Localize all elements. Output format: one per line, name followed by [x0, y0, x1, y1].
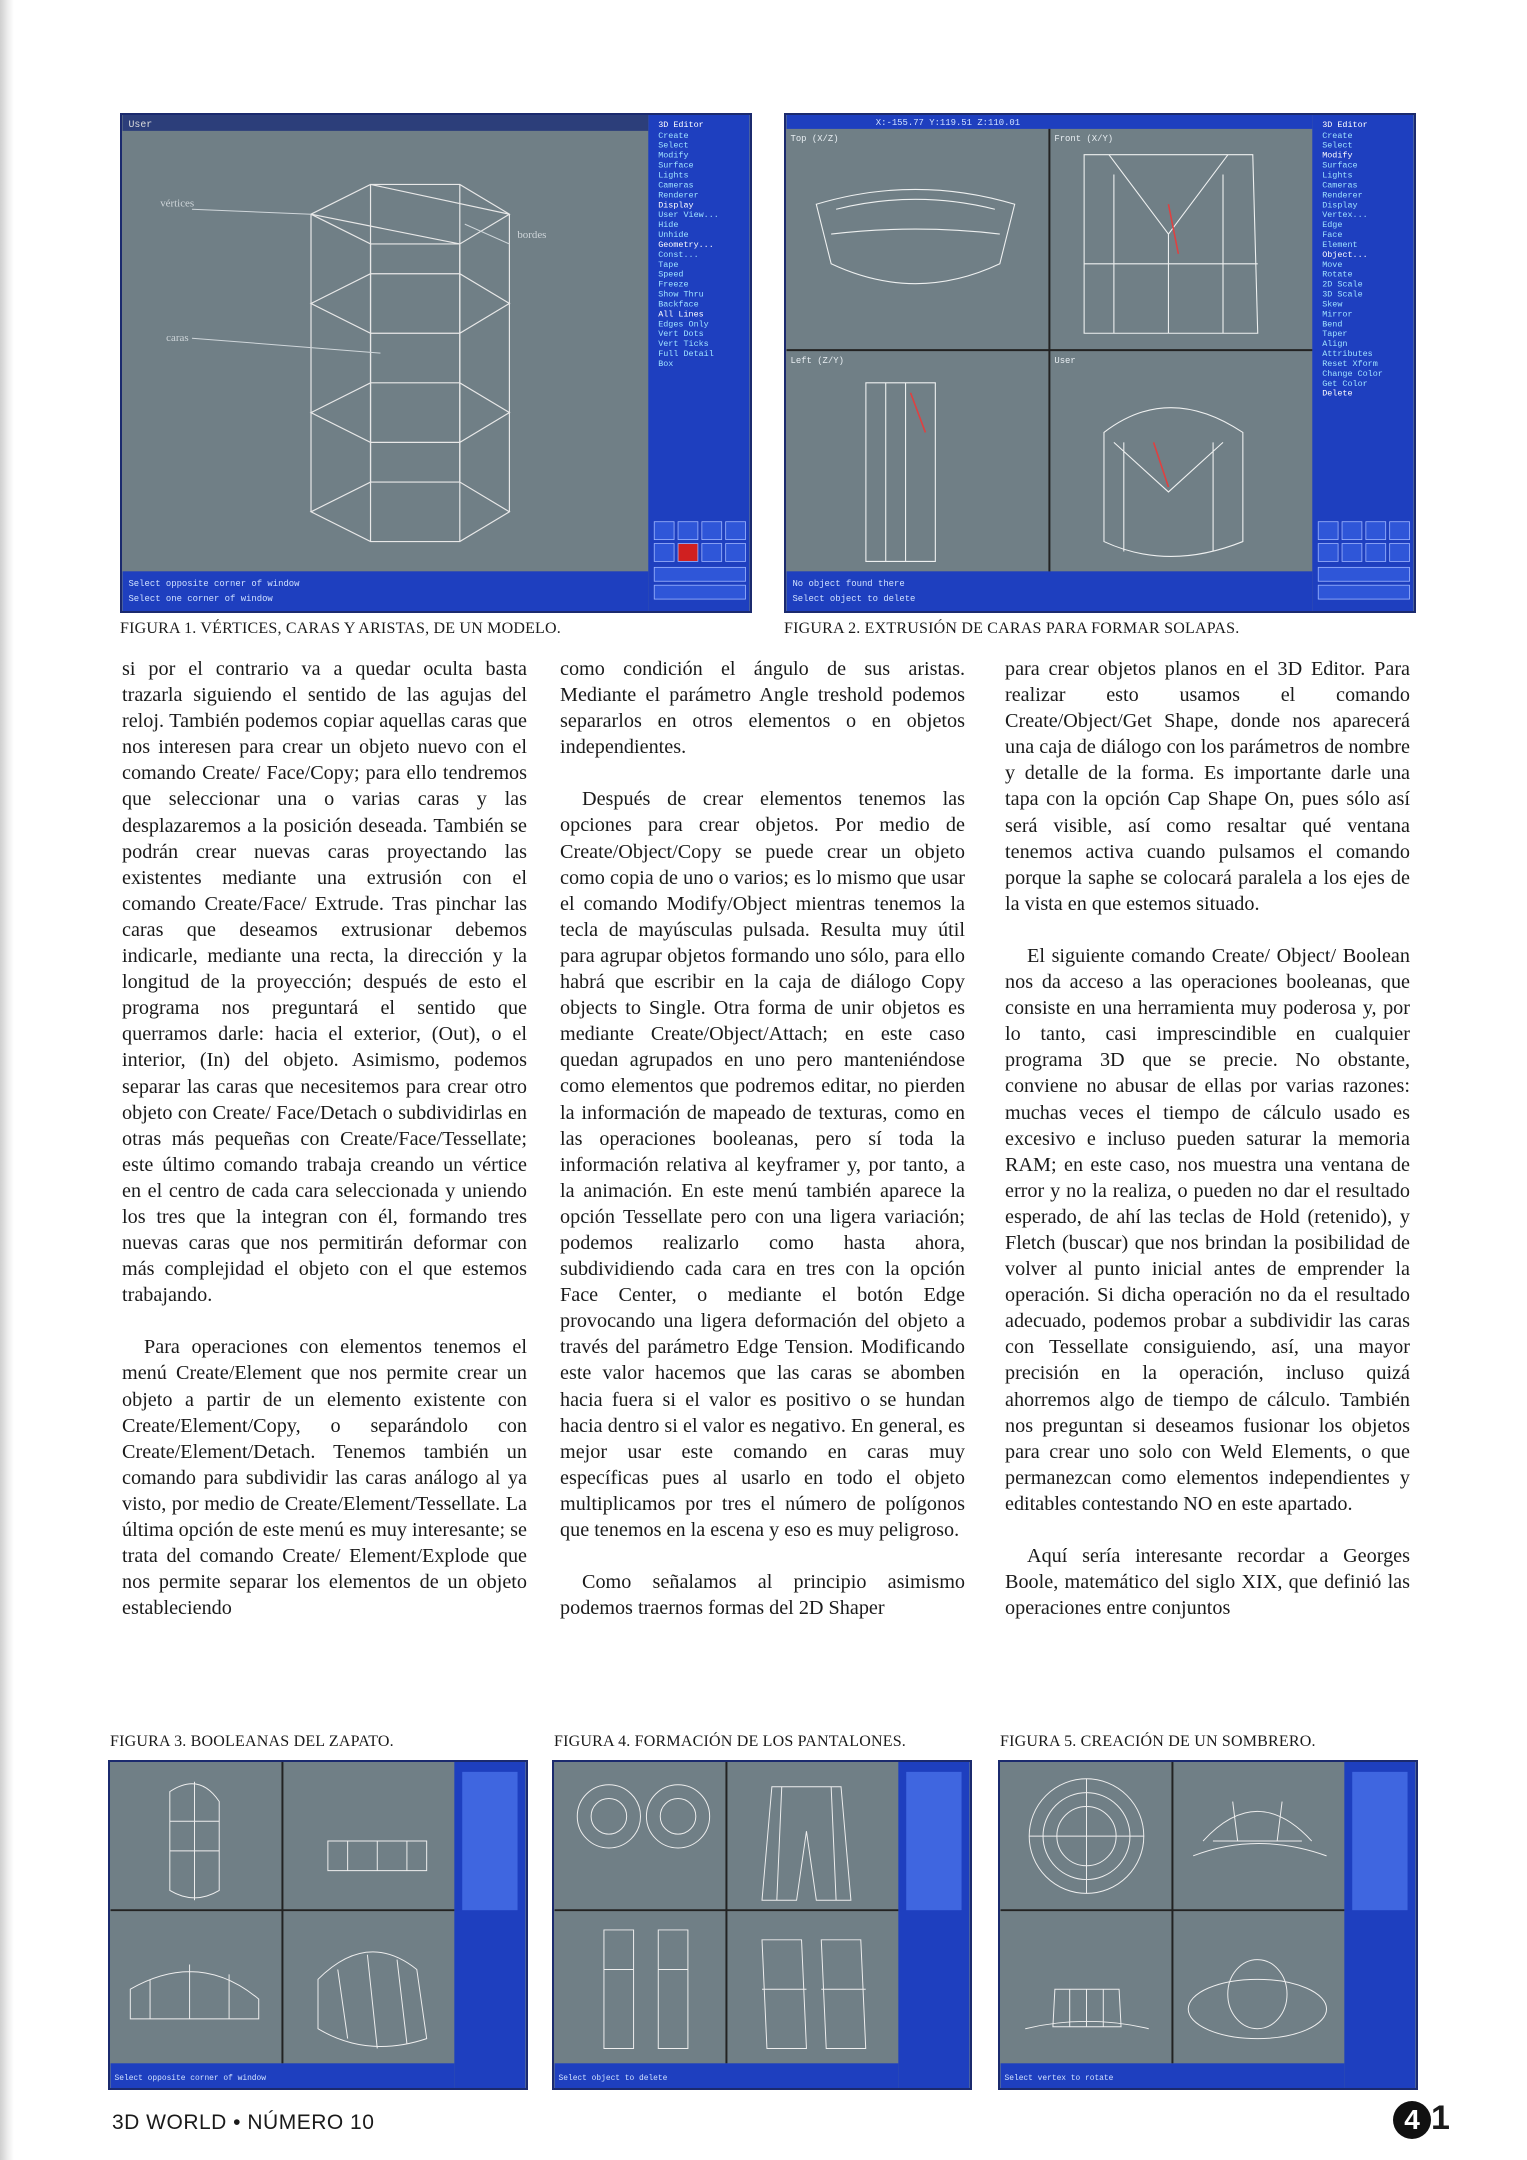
- col1-paragraph-2: Para operaciones con elementos tenemos el menú Create/Element que nos permite crear un objeto a partir de un elemento existente con Create/Element/Copy, o separándolo con Create/Element/Detach. Tenemos también un comando para subdividir las caras análogo al ya visto, por medio de Create/Element/Tessellate. La última opción de este menú es muy interesante; se trata del comando Create/ Element/Explode que nos permite separar los elementos de un objeto estableciendo: [122, 1336, 527, 1620]
- fig1-status-2: Select one corner of window: [128, 594, 273, 605]
- fig1-menu-7: Renderer: [658, 190, 699, 201]
- text-column-2: [560, 656, 965, 1647]
- fig2-menu-4: Surface: [1322, 160, 1358, 171]
- fig1-label-caras: caras: [166, 332, 189, 345]
- fig2-menu-9: Vertex...: [1322, 210, 1368, 221]
- col3-paragraph-3: Aquí sería interesante recordar a Georges Boole, matemático del siglo XIX, que definió las operaciones entre conjuntos: [1005, 1545, 1410, 1620]
- fig2-menu-1: Create: [1322, 130, 1353, 141]
- fig1-menu-24: Box: [658, 358, 674, 369]
- fig2-menu-14: Move: [1322, 259, 1343, 270]
- fig1-menu-23: Full Detail: [658, 349, 714, 360]
- fig2-menu-5: Lights: [1322, 170, 1353, 181]
- page-number: [1393, 2099, 1450, 2139]
- fig1-label-vertices: vértices: [160, 197, 195, 210]
- fig2-status-1: No object found there: [792, 579, 905, 590]
- fig2-menu-21: Taper: [1322, 329, 1348, 340]
- figure-1-caption: FIGURA 1. VÉRTICES, CARAS Y ARISTAS, DE UN MODELO.: [120, 620, 561, 637]
- figure-5-render: [1000, 1762, 1416, 2088]
- fig2-menu-13: Object...: [1322, 249, 1368, 260]
- fig2-menu-19: Mirror: [1322, 309, 1353, 320]
- fig2-vp-top: Top (X/Z): [790, 133, 839, 144]
- col2-paragraph-3: Como señalamos al principio asimismo podemos traernos formas del 2D Shaper: [560, 1571, 965, 1620]
- fig2-menu-15: Rotate: [1322, 269, 1353, 280]
- fig2-status-2: Select object to delete: [792, 594, 916, 605]
- fig1-menu-16: Freeze: [658, 279, 689, 290]
- fig1-menu-12: Geometry...: [658, 239, 714, 250]
- fig2-menu-10: Edge: [1322, 220, 1343, 231]
- fig1-menu-5: Lights: [658, 170, 689, 181]
- fig1-menu-9: User View...: [658, 210, 719, 221]
- figure-3-render: [110, 1762, 526, 2088]
- fig1-menu-19: All Lines: [658, 309, 704, 320]
- fig1-menu-17: Show Thru: [658, 289, 704, 300]
- figure-2-render: [786, 115, 1414, 611]
- fig2-menu-6: Cameras: [1322, 180, 1358, 191]
- fig1-menu-0: 3D Editor: [658, 119, 704, 130]
- fig2-menu-24: Reset Xform: [1322, 358, 1378, 369]
- fig2-menu-8: Display: [1322, 200, 1358, 211]
- fig1-label-bordes: bordes: [517, 229, 547, 242]
- col2-paragraph-1: como condición el ángulo de sus aristas. Mediante el parámetro Angle treshold podemos separarlos en otros elementos o en objetos independientes.: [560, 658, 965, 759]
- fig1-menu-3: Modify: [658, 150, 689, 161]
- fig2-menu-16: 2D Scale: [1322, 279, 1363, 290]
- fig1-menu-14: Tape: [658, 259, 679, 270]
- fig2-menu-3: Modify: [1322, 150, 1353, 161]
- fig2-menu-23: Attributes: [1322, 349, 1373, 360]
- fig2-menu-7: Renderer: [1322, 190, 1363, 201]
- fig2-menu-22: Align: [1322, 339, 1348, 350]
- fig1-menu-6: Cameras: [658, 180, 694, 191]
- text-column-1: [122, 656, 527, 1647]
- col2-paragraph-2: Después de crear elementos tenemos las opciones para crear objetos. Por medio de Create/Object/Copy se puede crear un objeto como copia de uno o varios; es lo mismo que usar el comando Modify/Object mientras tenemos la tecla de mayúsculas pulsada. Resulta muy útil para agrupar objetos formando uno sólo, para ello habrá que escribir en la caja de diálogo Copy objects to Single. Otra forma de unir objetos es mediante Create/Object/Attach; en este caso quedan agrupados en uno pero manteniéndose como elementos que podremos editar, no pierden la información de mapeado de texturas, como en las operaciones booleanas, pero sí toda la información relativa al keyframer y, por tanto, a la animación. En este menú también aparece la opción Tessellate pero con una ligera variación; podemos realizarlo como hasta ahora, subdividiendo cada cara en tres con la opción Face Center, o mediante el botón Edge provocando una ligera deformación del objeto a través del parámetro Edge Tension. Modificando este valor hacemos que las caras se abomben hacia fuera si el valor es positivo o se hundan hacia dentro si el valor es negativo. En general, es mejor usar este comando en caras muy específicas pues al usarlo en todo el objeto multiplicamos por tres el número de polígonos que tenemos en la escena y eso es muy peligroso.: [560, 788, 965, 1541]
- fig2-menu-25: Change Color: [1322, 368, 1383, 379]
- fig5-status: Select vertex to rotate: [1004, 2074, 1114, 2084]
- fig3-status: Select opposite corner of window: [114, 2074, 267, 2084]
- fig1-menu-20: Edges Only: [658, 319, 709, 330]
- fig1-menu-22: Vert Ticks: [658, 339, 709, 350]
- fig1-menu-21: Vert Dots: [658, 329, 704, 340]
- col3-paragraph-1: para crear objetos planos en el 3D Editor. Para realizar esto usamos el comando Create/Object/Get Shape, donde nos aparecerá una caja de diálogo con los parámetros de nombre y detalle de la forma. Es importante darle una tapa con la opción Cap Shape On, pues sólo así será visible, así como resaltar qué ventana tenemos activa cuando pulsamos el comando porque la saphe se colocará paralela a los ejes de la vista en que estemos situado.: [1005, 658, 1410, 915]
- fig1-menu-18: Backface: [658, 299, 699, 310]
- fig1-status-1: Select opposite corner of window: [128, 579, 300, 590]
- fig1-menu-1: Create: [658, 130, 689, 141]
- footer-magazine: 3D WORLD • NÚMERO 10: [112, 2111, 375, 2134]
- fig2-menu-2: Select: [1322, 140, 1353, 151]
- text-column-3: [1005, 656, 1410, 1647]
- fig2-menu-12: Element: [1322, 239, 1358, 250]
- figure-2: [784, 113, 1416, 613]
- fig2-vp-front: Front (X/Y): [1054, 133, 1114, 144]
- fig2-menu-27: Delete: [1322, 388, 1353, 399]
- scan-edge: [0, 0, 14, 2160]
- fig1-menu-11: Unhide: [658, 230, 689, 241]
- fig1-menu-4: Surface: [658, 160, 694, 171]
- figure-4-render: [554, 1762, 970, 2088]
- fig4-status: Select object to delete: [558, 2074, 668, 2084]
- figure-4-caption: FIGURA 4. FORMACIÓN DE LOS PANTALONES.: [554, 1733, 906, 1750]
- figure-3: [108, 1760, 528, 2090]
- figure-5: [998, 1760, 1418, 2090]
- fig2-vp-left: Left (Z/Y): [790, 356, 844, 366]
- fig2-vp-user: User: [1054, 356, 1076, 366]
- figure-1: [120, 113, 752, 613]
- fig1-menu-8: Display: [658, 200, 694, 211]
- figure-4: [552, 1760, 972, 2090]
- figure-2-caption: FIGURA 2. EXTRUSIÓN DE CARAS PARA FORMAR SOLAPAS.: [784, 620, 1240, 637]
- figure-3-caption: FIGURA 3. BOOLEANAS DEL ZAPATO.: [110, 1733, 394, 1750]
- fig1-menu-2: Select: [658, 140, 689, 151]
- fig2-menu-0: 3D Editor: [1322, 119, 1368, 130]
- fig1-viewport-label: User: [128, 118, 153, 130]
- fig2-coords: X:-155.77 Y:119.51 Z:110.01: [875, 117, 1021, 128]
- fig1-menu-13: Const...: [658, 249, 699, 260]
- figure-1-render: [122, 115, 750, 611]
- page-number-circled: 4: [1393, 2101, 1431, 2139]
- fig1-menu-10: Hide: [658, 220, 679, 231]
- page-number-rest: 1: [1431, 2099, 1450, 2137]
- figure-5-caption: FIGURA 5. CREACIÓN DE UN SOMBRERO.: [1000, 1733, 1316, 1750]
- fig2-menu-18: Skew: [1322, 299, 1343, 310]
- fig2-menu-11: Face: [1322, 230, 1343, 241]
- col1-paragraph-1: si por el contrario va a quedar oculta basta trazarla siguiendo el sentido de las agujas del reloj. También podemos copiar aquellas caras que nos interesen para crear un objeto nuevo con el comando Create/ Face/Copy; para ello tendremos que seleccionar una o varias caras y las desplazaremos a la posición deseada. También se podrán crear nuevas caras proyectando las existentes mediante una extrusión con el comando Create/Face/ Extrude. Tras pinchar las caras que deseamos extrusionar debemos indicarle, mediante una recta, la dirección y la longitud de la proyección; después de esto el programa nos preguntará el sentido que querramos darle: hacia el exterior, (Out), o el interior, (In) del objeto. Asimismo, podemos separar las caras que necesitemos para crear otro objeto con Create/ Face/Detach o subdividirlas en otras más pequeñas con Create/Face/Tessellate; este último comando trabaja creando un vértice en el centro de cada cara seleccionada y uniendo los tres que la integran con él, formando tres nuevas caras que nos permitirán deformar con más complejidad el objeto con el que estemos trabajando.: [122, 658, 527, 1307]
- fig2-menu-20: Bend: [1322, 319, 1343, 330]
- fig2-menu-26: Get Color: [1322, 378, 1368, 389]
- fig2-menu-17: 3D Scale: [1322, 289, 1363, 300]
- fig1-menu-15: Speed: [658, 269, 684, 280]
- col3-paragraph-2: El siguiente comando Create/ Object/ Boolean nos da acceso a las operaciones booleanas, que consiste en una herramienta muy poderosa y, por lo tanto, casi imprescindible en cualquier programa 3D que se precie. No obstante, conviene no abusar de ellas por varias razones: muchas veces el tiempo de cálculo usado es excesivo e incluso pueden saturar la memoria RAM; en este caso, nos muestra una ventana de error y no la realiza, o pueden no dar el resultado esperado, de ahí las teclas de Hold (retenido), y Fletch (buscar) que nos brindan la posibilidad de volver al punto inicial antes de emprender la operación. Si dicha operación no da el resultado adecuado, podemos probar a subdividir las caras con Tessellate consiguiendo, así, una mayor precisión en la operación, incluso quizá ahorremos algo de tiempo de cálculo. También nos preguntan si deseamos fusionar los objetos para crear uno solo con Weld Elements, o que permanezcan como elementos independientes y editables contestando NO en este apartado.: [1005, 944, 1410, 1515]
